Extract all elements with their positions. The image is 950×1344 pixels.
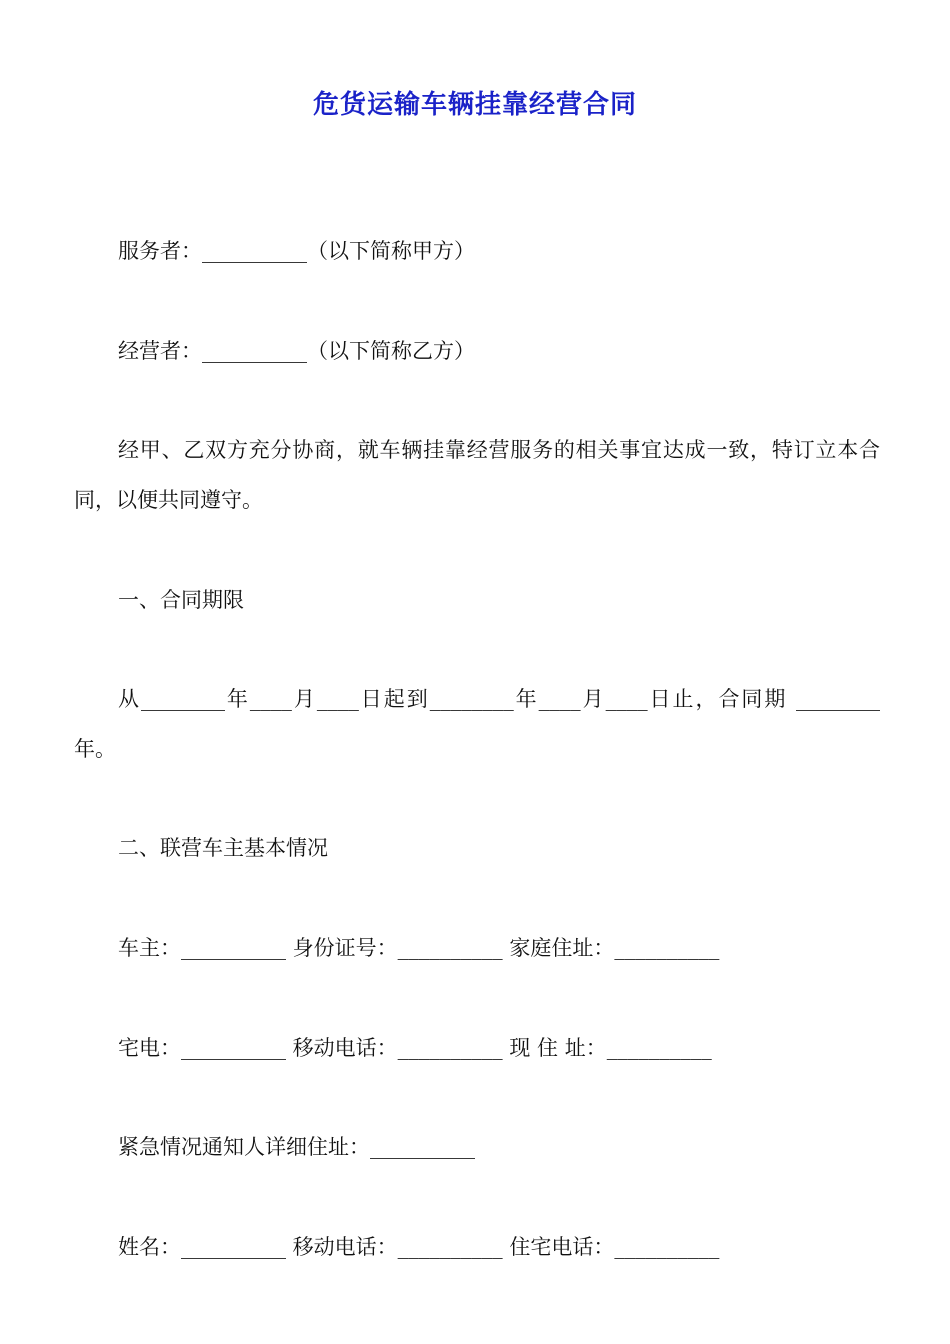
section1-heading: 一、合同期限 — [118, 588, 244, 612]
section1-paragraph: 从________年____月____日起到________年____月____日止，合同期 ________年。 — [74, 687, 880, 761]
owner-info-line: 车主：__________ 身份证号：__________ 家庭住址：__________ — [118, 936, 720, 960]
section2-heading: 二、联营车主基本情况 — [118, 836, 328, 860]
emergency-address-line: 紧急情况通知人详细住址：__________ — [118, 1135, 475, 1159]
provider-line: 服务者：__________（以下简称甲方） — [118, 239, 475, 263]
emergency-contact-line: 姓名：__________ 移动电话：__________ 住宅电话：__________ — [118, 1235, 720, 1259]
operator-line: 经营者：__________（以下简称乙方） — [118, 339, 475, 363]
phone-info-line: 宅电：__________ 移动电话：__________ 现 住 址：__________ — [118, 1036, 712, 1060]
document-title: 危货运输车辆挂靠经营合同 — [312, 90, 637, 120]
intro-paragraph: 经甲、乙双方充分协商，就车辆挂靠经营服务的相关事宜达成一致，特订立本合同，以便共同遵守。 — [74, 438, 880, 512]
